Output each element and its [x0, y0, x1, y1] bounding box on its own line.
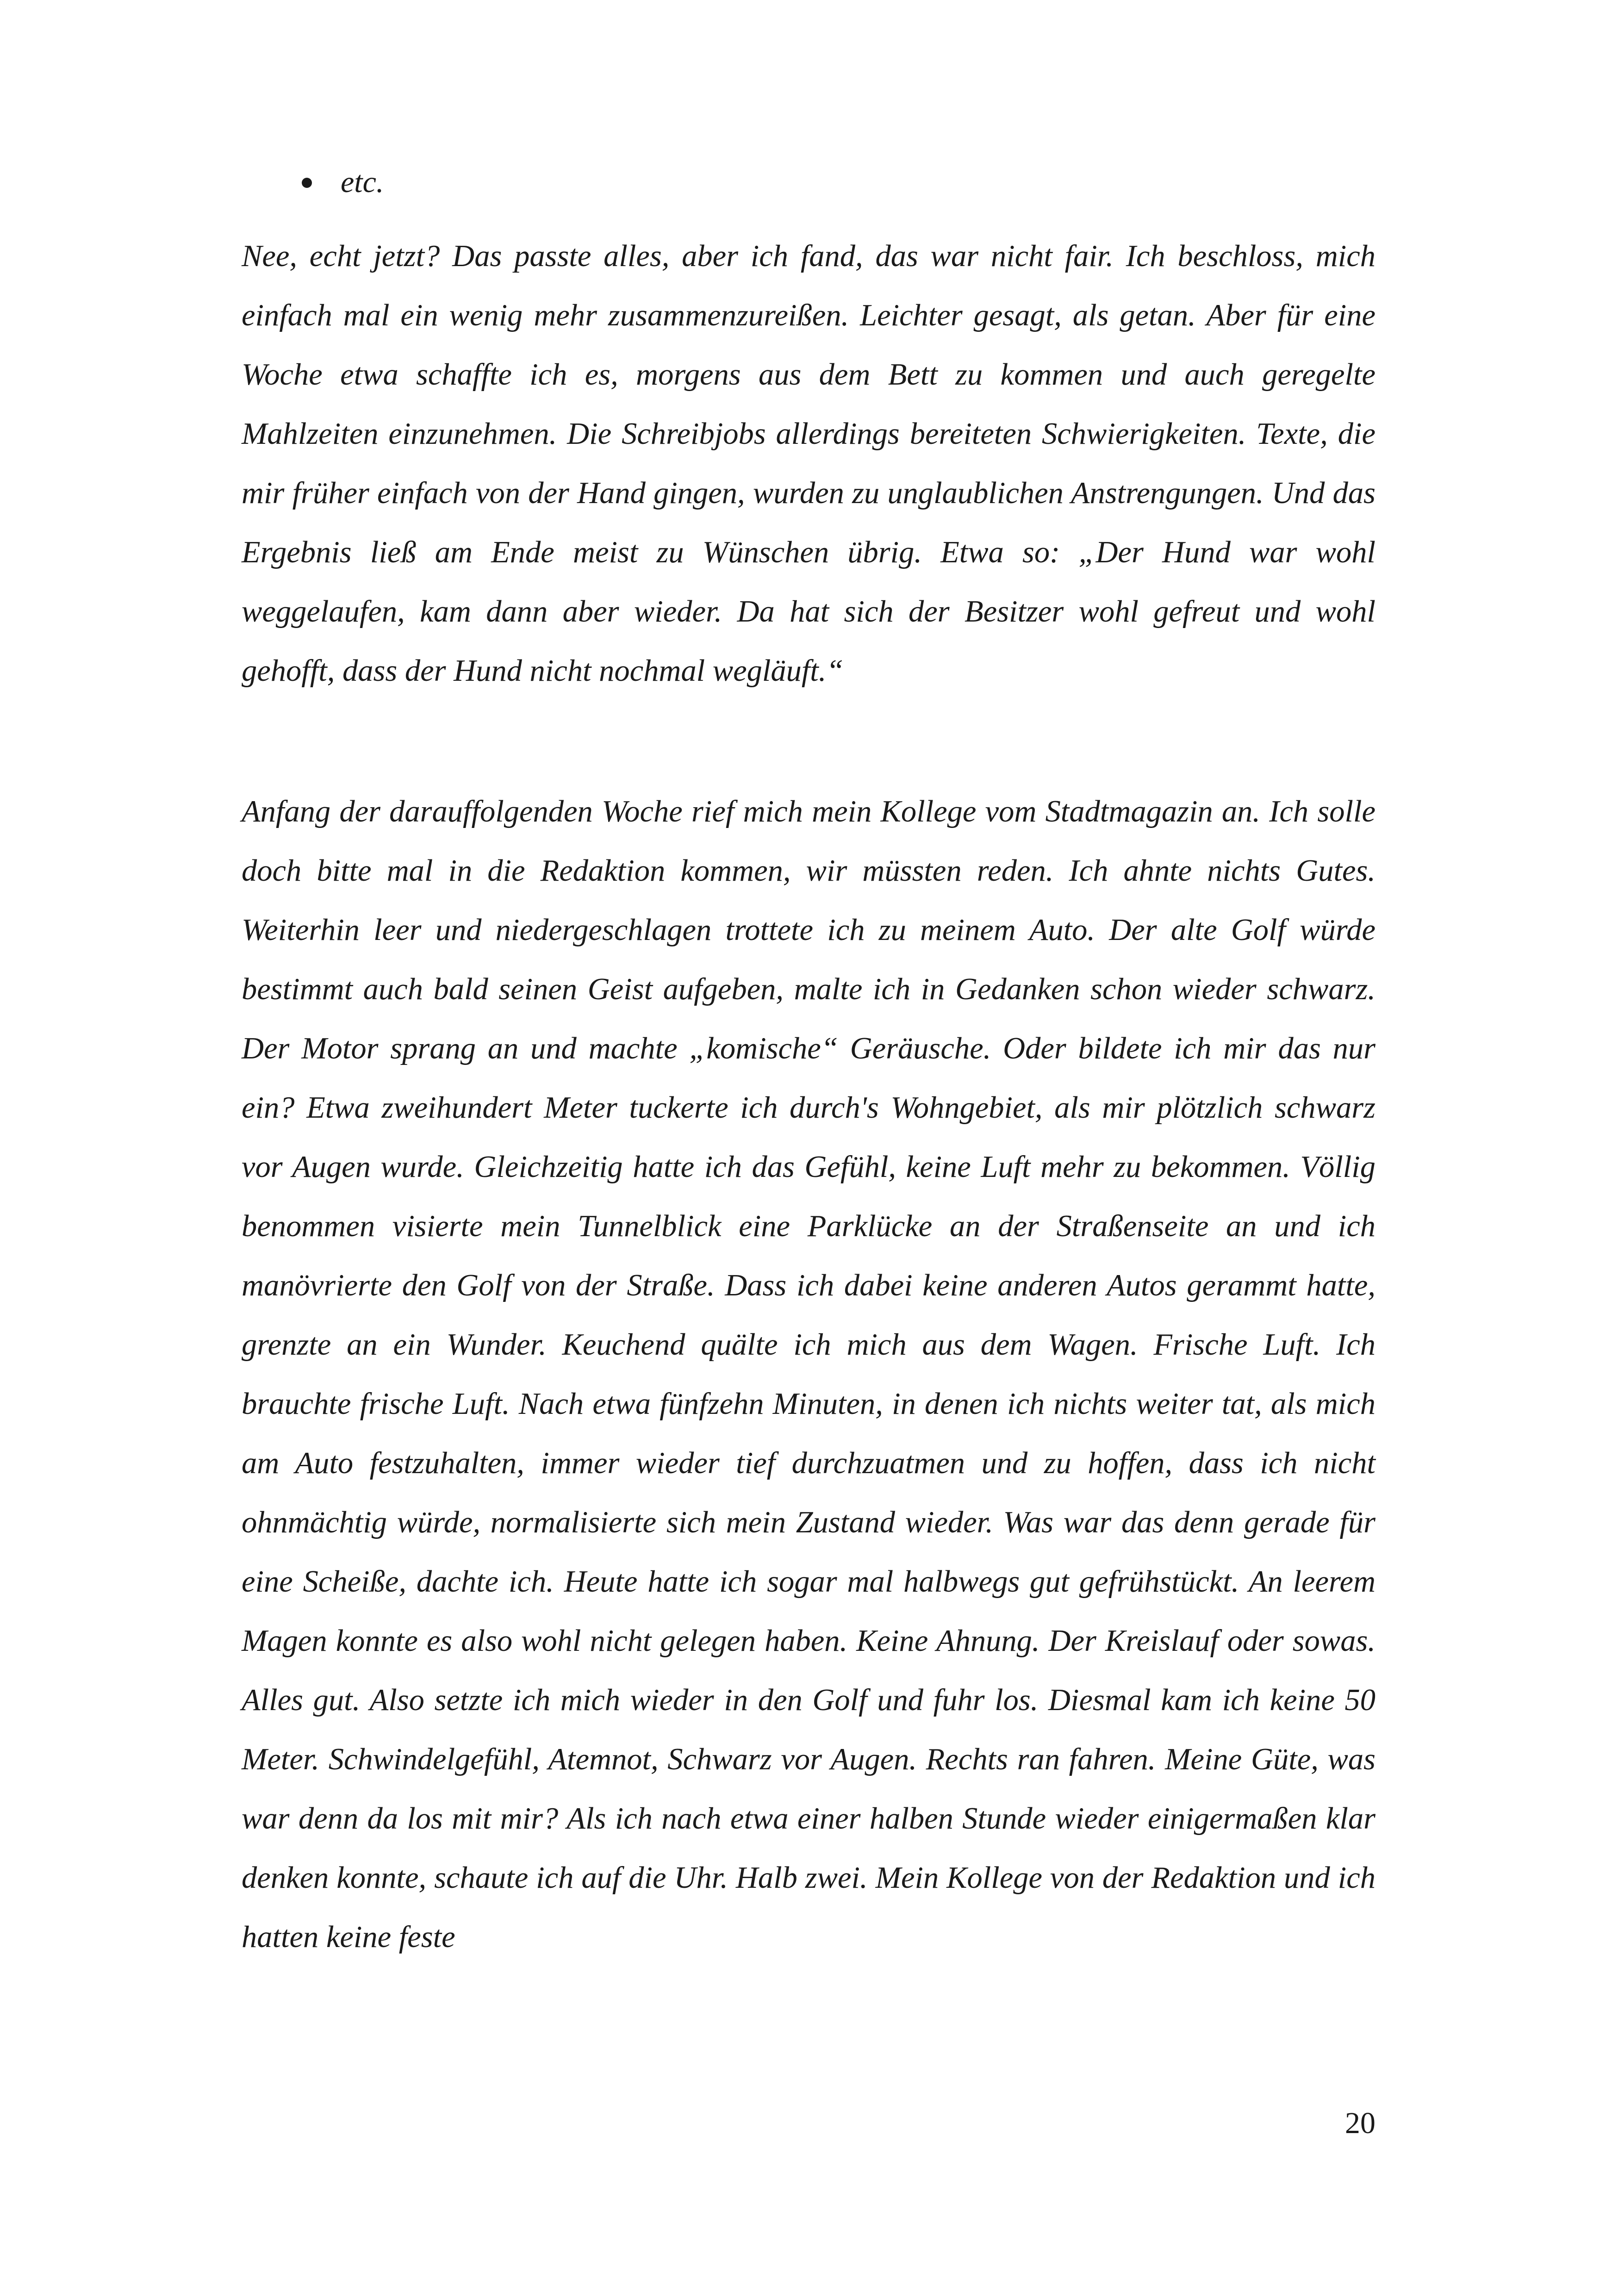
bullet-item — [296, 153, 384, 212]
bullet-list — [296, 153, 384, 212]
bullet-item-text: etc. — [341, 165, 384, 199]
bullet-dot-icon — [302, 178, 312, 188]
page-number: 20 — [1345, 2106, 1375, 2140]
paragraph-2: Anfang der darauffolgenden Woche rief mich mein Kollege vom Stadtmagazin an. Ich solle doch bitte mal in die Redaktion kommen, wir müssten reden. Ich ahnte nichts Gutes. Weiterhin leer und niedergeschlagen trottete ich zu meinem Auto. Der alte Golf würde bestimmt auch bald seinen Geist aufgeben, malte ich in Gedanken schon wieder schwarz. Der Motor sprang an und machte „komische“ Geräusche. Oder bildete ich mir das nur ein? Etwa zweihundert Meter tuckerte ich durch's Wohngebiet, als mir plötzlich schwarz vor Augen wurde. Gleichzeitig hatte ich das Gefühl, keine Luft mehr zu bekommen. Völlig benommen visierte mein Tunnelblick eine Parklücke an der Straßenseite an und ich manövrierte den Golf von der Straße. Dass ich dabei keine anderen Autos gerammt hatte, grenzte an ein Wunder. Keuchend quälte ich mich aus dem Wagen. Frische Luft. Ich brauchte frische Luft. Nach etwa fünfzehn Minuten, in denen ich nichts weiter tat, als mich am Auto festzuhalten, immer wieder tief durchzuatmen und zu hoffen, dass ich nicht ohnmächtig würde, normalisierte sich mein Zustand wieder. Was war das denn gerade für eine Scheiße, dachte ich. Heute hatte ich sogar mal halbwegs gut gefrühstückt. An leerem Magen konnte es also wohl nicht gelegen haben. Keine Ahnung. Der Kreislauf oder sowas. Alles gut. Also setzte ich mich wieder in den Golf und fuhr los. Diesmal kam ich keine 50 Meter. Schwindelgefühl, Atemnot, Schwarz vor Augen. Rechts ran fahren. Meine Güte, was war denn da los mit mir? Als ich nach etwa einer halben Stunde wieder einigermaßen klar denken konnte, schaute ich auf die Uhr. Halb zwei. Mein Kollege von der Redaktion und ich hatten keine feste — [242, 795, 1375, 1954]
paragraph-1: Nee, echt jetzt? Das passte alles, aber ich fand, das war nicht fair. Ich beschloss, mich einfach mal ein wenig mehr zusammenzureißen. Leichter gesagt, als getan. Aber für eine Woche etwa schaffte ich es, morgens aus dem Bett zu kommen und auch geregelte Mahlzeiten einzunehmen. Die Schreibjobs allerdings bereiteten Schwierigkeiten. Texte, die mir früher einfach von der Hand gingen, wurden zu unglaublichen Anstrengungen. Und das Ergebnis ließ am Ende meist zu Wünschen übrig. Etwa so: „Der Hund war wohl weggelaufen, kam dann aber wieder. Da hat sich der Besitzer wohl gefreut und wohl gehofft, dass der Hund nicht nochmal wegläuft.“ — [242, 239, 1375, 688]
